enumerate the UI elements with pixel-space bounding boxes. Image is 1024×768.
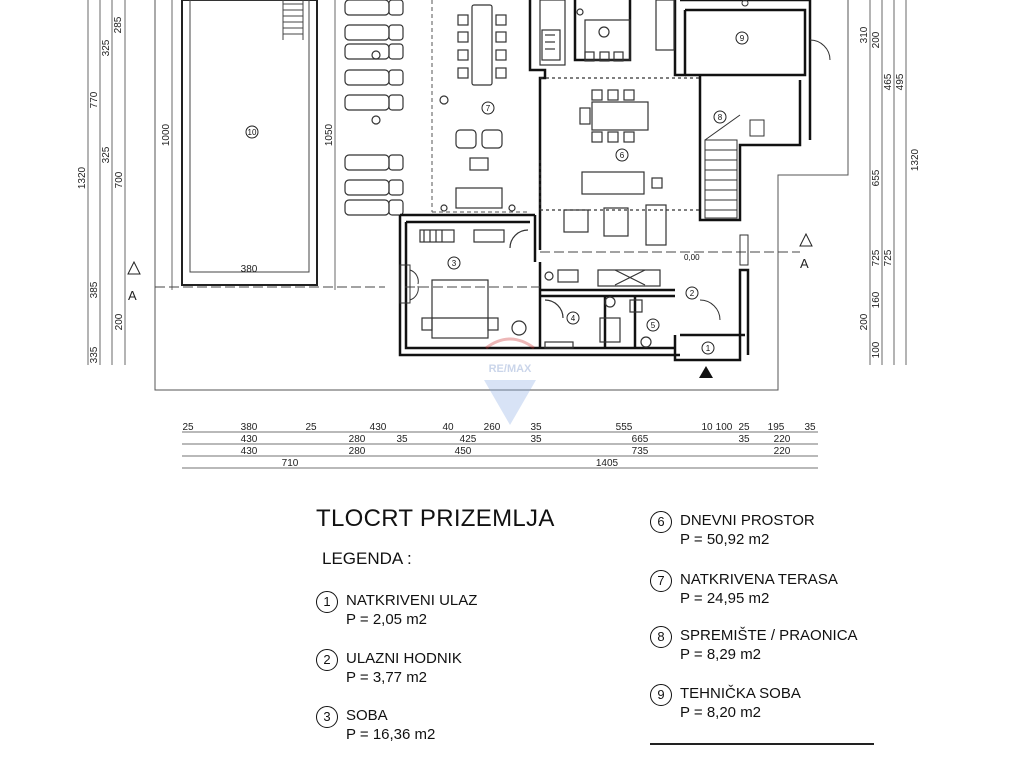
svg-text:465: 465 <box>883 73 894 91</box>
legend-number-1: 1 <box>316 591 338 613</box>
svg-text:1405: 1405 <box>595 458 619 469</box>
legend-room-area: P = 8,29 m2 <box>680 646 762 663</box>
plan-title: TLOCRT PRIZEMLJA <box>316 505 555 532</box>
covered-terrace <box>432 0 530 212</box>
svg-text:25: 25 <box>182 422 194 433</box>
bedroom-furniture <box>420 230 528 338</box>
legend-number-6: 6 <box>650 511 672 533</box>
bottom-dimension-row-1 <box>182 422 816 433</box>
svg-text:25: 25 <box>305 422 317 433</box>
legend-number-9: 9 <box>650 684 672 706</box>
legend-room-area: P = 3,77 m2 <box>346 669 428 686</box>
svg-text:430: 430 <box>369 422 387 433</box>
svg-text:25: 25 <box>738 422 750 433</box>
room-label-8: 8 <box>717 113 723 122</box>
svg-text:280: 280 <box>348 434 366 445</box>
svg-text:725: 725 <box>883 249 894 267</box>
svg-text:A: A <box>128 288 137 303</box>
svg-text:495: 495 <box>895 73 906 91</box>
section-marker-right <box>800 234 812 271</box>
svg-text:430: 430 <box>240 434 258 445</box>
svg-text:770: 770 <box>89 91 100 109</box>
svg-text:1320: 1320 <box>77 166 88 190</box>
living-room-furniture <box>540 90 700 245</box>
legend-heading: LEGENDA : <box>322 549 412 568</box>
right-dimension-text <box>859 26 921 358</box>
legend-room-name: NATKRIVENA TERASA <box>680 571 838 588</box>
svg-text:725: 725 <box>871 249 882 267</box>
bathroom-fixtures <box>545 270 660 348</box>
legend-room-area: P = 8,20 m2 <box>680 704 762 721</box>
svg-text:310: 310 <box>859 26 870 44</box>
svg-text:A: A <box>800 256 809 271</box>
svg-text:260: 260 <box>483 422 501 433</box>
legend-item-9 <box>650 684 801 722</box>
svg-text:285: 285 <box>113 16 124 34</box>
room-label-10: 10 <box>247 128 257 137</box>
legend-item-7 <box>650 570 838 608</box>
legend-divider <box>650 743 874 745</box>
svg-text:200: 200 <box>114 313 125 331</box>
svg-text:325: 325 <box>101 146 112 164</box>
room-label-5: 5 <box>650 321 656 330</box>
level-mark: 0,00 <box>684 253 700 262</box>
legend-number-8: 8 <box>650 626 672 648</box>
svg-text:200: 200 <box>871 31 882 49</box>
svg-text:200: 200 <box>859 313 870 331</box>
legend-item-1 <box>316 591 477 629</box>
left-dimension-lines <box>88 0 335 365</box>
svg-text:35: 35 <box>530 422 542 433</box>
svg-text:325: 325 <box>101 39 112 57</box>
svg-text:35: 35 <box>396 434 408 445</box>
legend <box>310 505 930 768</box>
svg-text:RE/MAX: RE/MAX <box>488 363 532 375</box>
pool-steps <box>283 0 303 40</box>
svg-text:280: 280 <box>348 446 366 457</box>
legend-room-area: P = 50,92 m2 <box>680 531 770 548</box>
entrance-arrow <box>699 366 713 378</box>
pool-width-dimension: 380 <box>240 264 258 275</box>
bottom-dimension-row-2 <box>241 434 791 445</box>
legend-room-area: P = 16,36 m2 <box>346 726 436 743</box>
legend-item-2 <box>316 649 462 687</box>
staircase <box>705 115 740 218</box>
legend-item-3 <box>316 706 435 744</box>
svg-text:40: 40 <box>442 422 454 433</box>
svg-text:335: 335 <box>89 346 100 364</box>
svg-text:195: 195 <box>767 422 785 433</box>
room-label-9: 9 <box>739 34 745 43</box>
sun-loungers <box>345 0 403 215</box>
legend-room-name: NATKRIVENI ULAZ <box>346 592 478 609</box>
svg-text:1050: 1050 <box>324 123 335 147</box>
legend-room-name: ULAZNI HODNIK <box>346 650 462 667</box>
left-dimension-text <box>77 16 335 363</box>
section-marker-left <box>128 262 140 303</box>
svg-text:735: 735 <box>631 446 649 457</box>
bottom-dimension-lines <box>182 432 818 468</box>
svg-text:425: 425 <box>459 434 477 445</box>
svg-text:430: 430 <box>240 446 258 457</box>
svg-text:655: 655 <box>871 169 882 187</box>
legend-room-name: SOBA <box>346 707 388 724</box>
door-arc-9 <box>810 40 830 60</box>
room-label-7: 7 <box>485 104 491 113</box>
svg-text:380: 380 <box>240 422 258 433</box>
room-label-2: 2 <box>689 289 695 298</box>
room-label-1: 1 <box>705 344 711 353</box>
room-label-3: 3 <box>451 259 457 268</box>
bottom-dimension-row-3 <box>241 446 791 457</box>
bottom-dimension-row-4 <box>282 458 619 469</box>
legend-room-name: DNEVNI PROSTOR <box>680 512 815 529</box>
house-walls <box>400 0 810 360</box>
svg-text:665: 665 <box>631 434 649 445</box>
svg-text:450: 450 <box>454 446 472 457</box>
legend-item-6 <box>650 511 815 549</box>
svg-text:220: 220 <box>773 434 791 445</box>
remax-watermark <box>484 339 536 425</box>
legend-room-name: SPREMIŠTE / PRAONICA <box>680 627 858 644</box>
svg-text:220: 220 <box>773 446 791 457</box>
svg-text:700: 700 <box>114 171 125 189</box>
legend-number-3: 3 <box>316 706 338 728</box>
legend-number-2: 2 <box>316 649 338 671</box>
legend-room-name: TEHNIČKA SOBA <box>680 685 801 702</box>
svg-text:35: 35 <box>738 434 750 445</box>
svg-text:385: 385 <box>89 281 100 299</box>
terrace-dining <box>440 5 515 211</box>
svg-text:35: 35 <box>530 434 542 445</box>
legend-room-area: P = 2,05 m2 <box>346 611 428 628</box>
svg-text:1320: 1320 <box>910 148 921 172</box>
svg-text:10: 10 <box>701 422 713 433</box>
svg-text:160: 160 <box>871 291 882 309</box>
window-left <box>400 265 418 303</box>
room-label-6: 6 <box>619 151 625 160</box>
legend-item-8 <box>650 626 858 664</box>
svg-text:555: 555 <box>615 422 633 433</box>
svg-text:100: 100 <box>871 341 882 359</box>
svg-text:100: 100 <box>715 422 733 433</box>
room-label-4: 4 <box>570 314 576 323</box>
pool <box>182 0 317 285</box>
svg-text:1000: 1000 <box>161 123 172 147</box>
svg-text:35: 35 <box>804 422 816 433</box>
legend-number-7: 7 <box>650 570 672 592</box>
svg-text:710: 710 <box>281 458 299 469</box>
legend-room-area: P = 24,95 m2 <box>680 590 770 607</box>
